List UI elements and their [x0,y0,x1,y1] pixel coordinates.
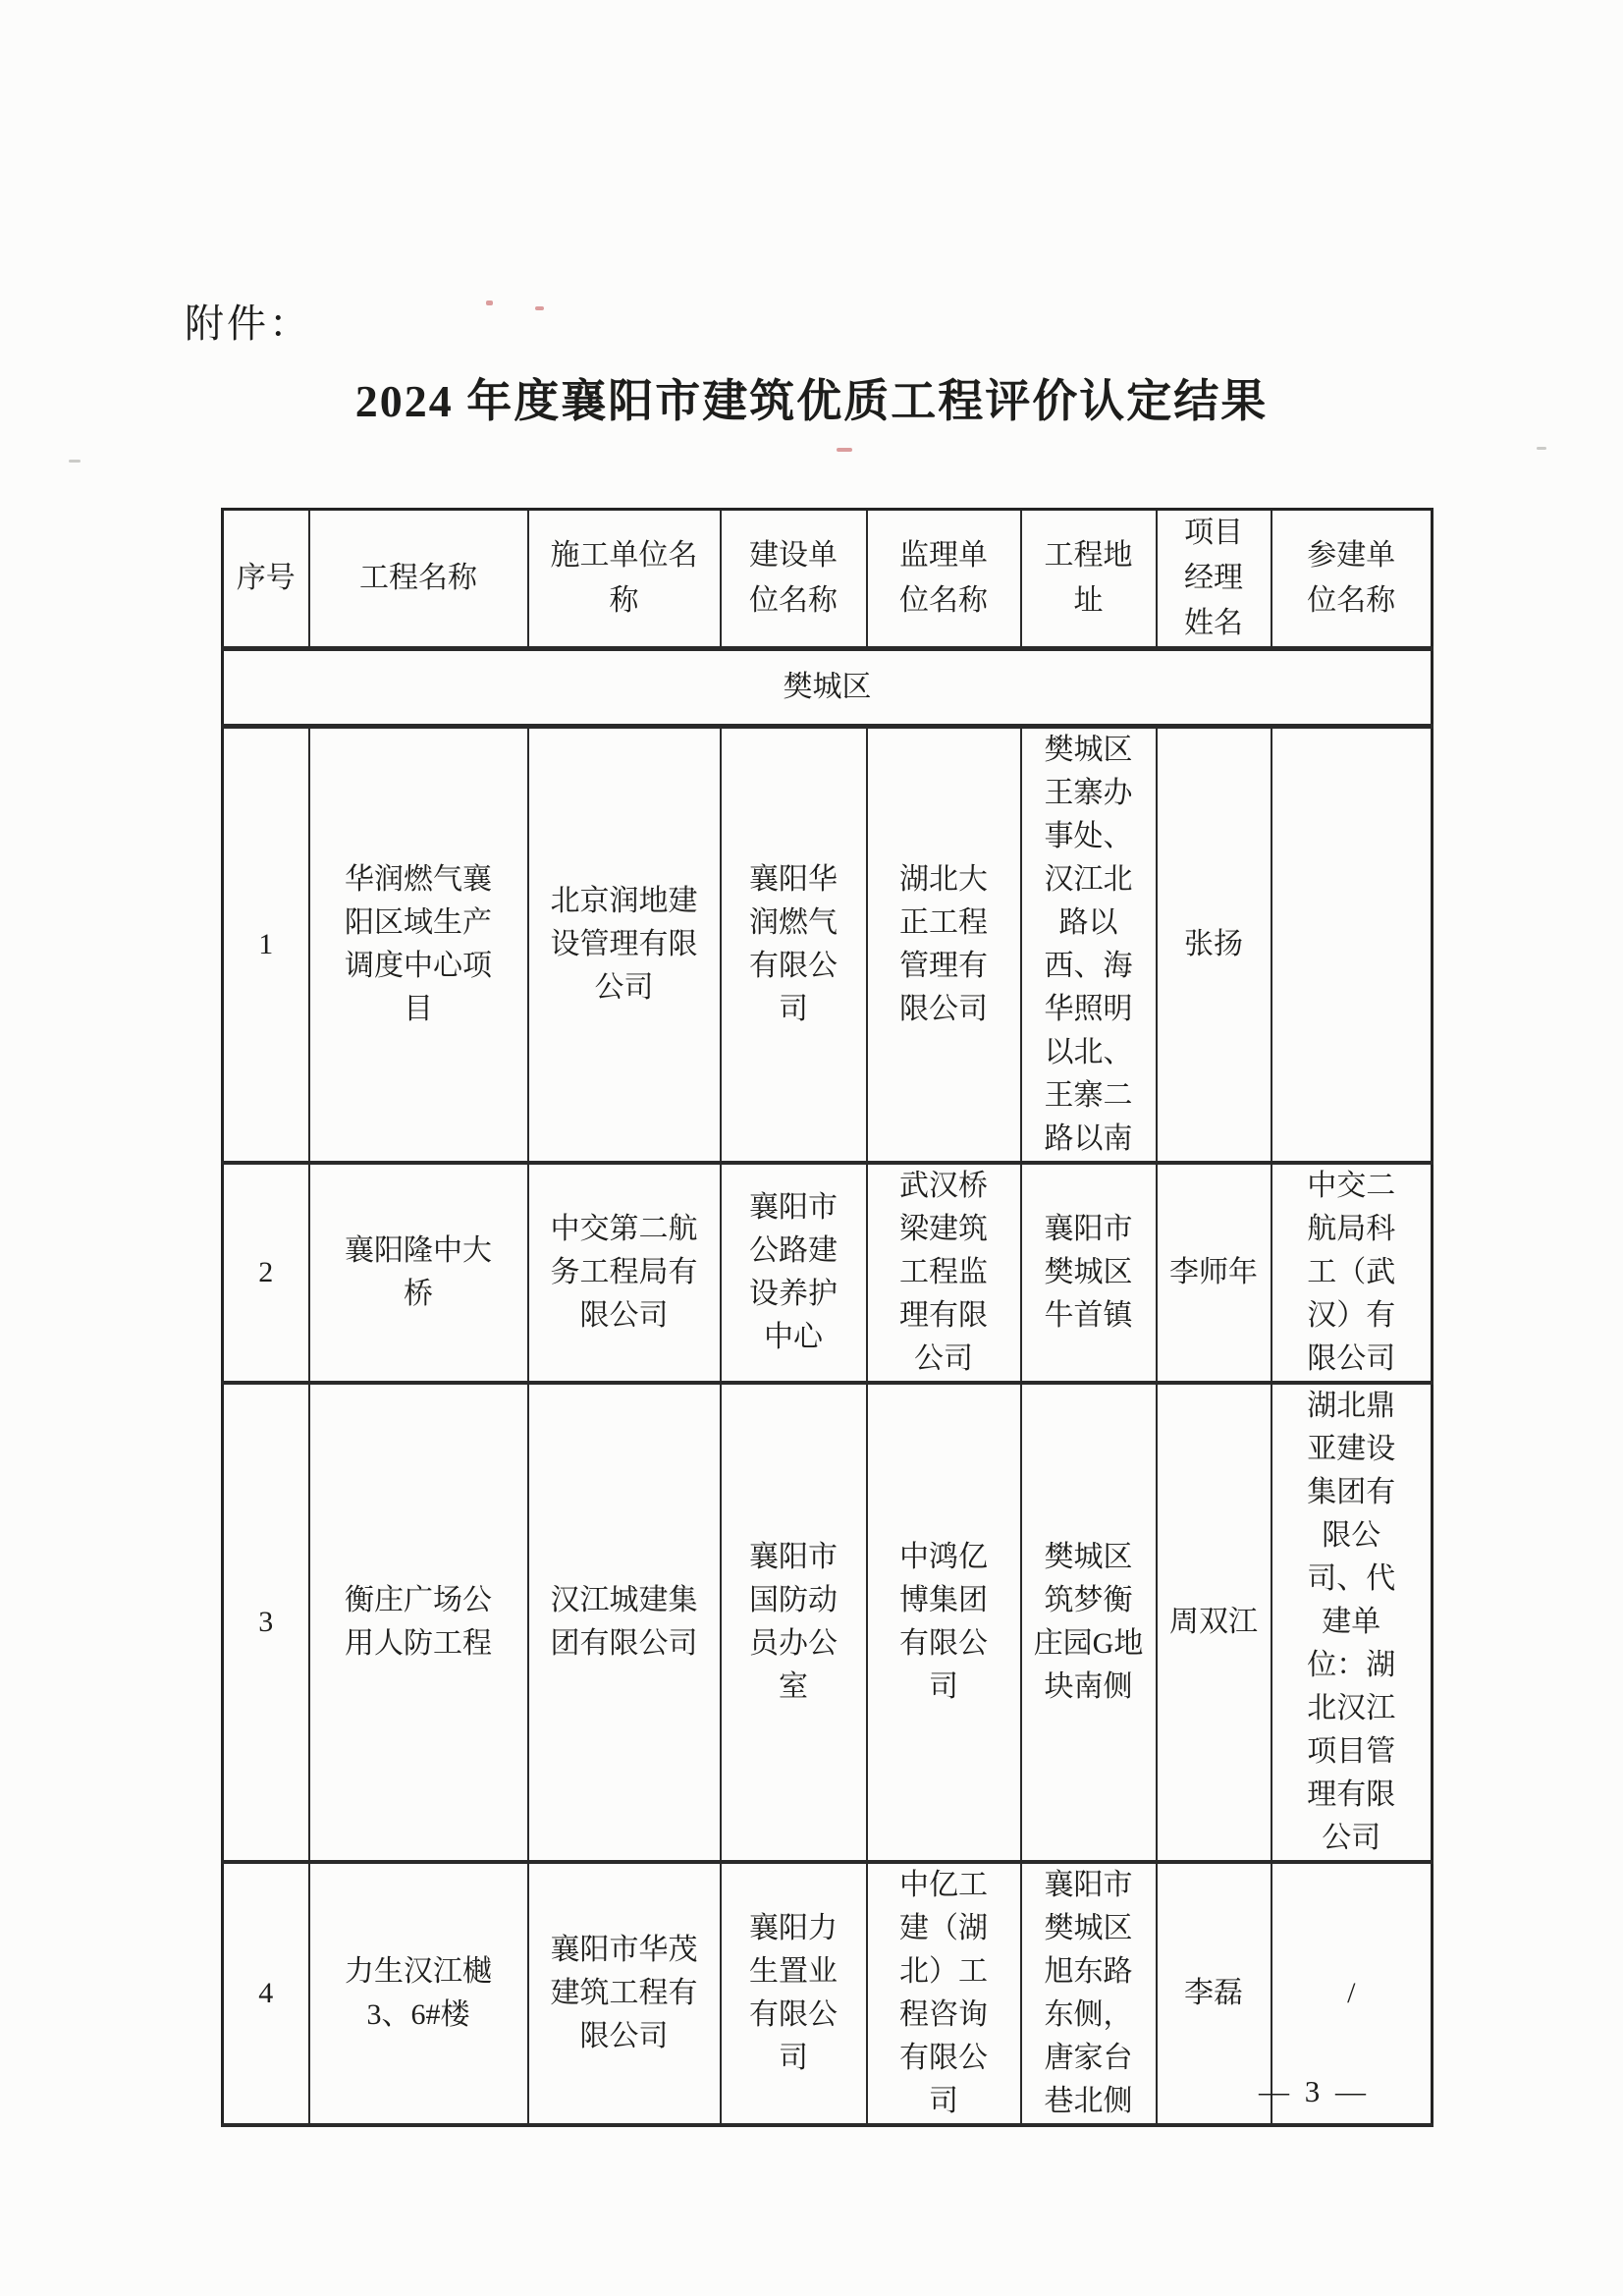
table-header-row [223,510,1433,649]
cell-project-address: 襄阳市樊城区旭东路东侧，唐家台巷北侧 [1021,1862,1157,2125]
table-row [223,1862,1433,2125]
cell-serial: 2 [223,1163,309,1383]
scan-artifact [69,460,81,463]
cell-construction-unit: 襄阳市华茂建筑工程有限公司 [528,1862,721,2125]
cell-project-manager: 李师年 [1157,1163,1271,1383]
cell-project-manager: 周双江 [1157,1383,1271,1862]
header-project-address: 工程地址 [1021,510,1157,649]
header-serial-number: 序号 [223,510,309,649]
header-development-unit: 建设单位名称 [721,510,867,649]
cell-serial: 4 [223,1862,309,2125]
cell-project-manager: 李磊 [1157,1862,1271,2125]
cell-development-unit: 襄阳力生置业有限公司 [721,1862,867,2125]
cell-participating-unit: 中交二航局科工（武汉）有限公司 [1271,1163,1433,1383]
page-number: — 3 — [1259,2074,1370,2108]
table-row [223,1163,1433,1383]
header-participating-unit: 参建单位名称 [1271,510,1433,649]
cell-project-address: 樊城区王寨办事处、汉江北路以西、海华照明以北、王寨二路以南 [1021,727,1157,1164]
cell-supervision-unit: 武汉桥梁建筑工程监理有限公司 [867,1163,1021,1383]
table-row [223,1383,1433,1862]
cell-project-manager: 张扬 [1157,727,1271,1164]
results-table [221,508,1434,2127]
cell-participating-unit: 湖北鼎亚建设集团有限公司、代建单位：湖北汉江项目管理有限公司 [1271,1383,1433,1862]
scan-artifact [837,448,852,452]
attachment-label: 附件： [185,301,311,346]
cell-construction-unit: 中交第二航务工程局有限公司 [528,1163,721,1383]
scan-artifact [1537,447,1546,450]
cell-development-unit: 襄阳市公路建设养护中心 [721,1163,867,1383]
header-project-manager: 项目经理姓名 [1157,510,1271,649]
cell-supervision-unit: 中亿工建（湖北）工程咨询有限公司 [867,1862,1021,2125]
cell-project-address: 襄阳市樊城区牛首镇 [1021,1163,1157,1383]
cell-construction-unit: 北京润地建设管理有限公司 [528,727,721,1164]
header-supervision-unit: 监理单位名称 [867,510,1021,649]
cell-serial: 1 [223,727,309,1164]
cell-project-name: 力生汉江樾3、6#楼 [309,1862,528,2125]
cell-project-name: 衡庄广场公用人防工程 [309,1383,528,1862]
cell-development-unit: 襄阳华润燃气有限公司 [721,727,867,1164]
section-label: 樊城区 [223,649,1433,727]
cell-participating-unit [1271,727,1433,1164]
cell-supervision-unit: 中鸿亿博集团有限公司 [867,1383,1021,1862]
scan-artifact [535,306,544,310]
header-construction-unit: 施工单位名称 [528,510,721,649]
cell-supervision-unit: 湖北大正工程管理有限公司 [867,727,1021,1164]
cell-serial: 3 [223,1383,309,1862]
scan-artifact [486,301,493,305]
section-row [223,649,1433,727]
cell-project-address: 樊城区筑梦衡庄园G地块南侧 [1021,1383,1157,1862]
header-project-name: 工程名称 [309,510,528,649]
cell-participating-unit: / [1271,1862,1433,2125]
cell-development-unit: 襄阳市国防动员办公室 [721,1383,867,1862]
table-row [223,727,1433,1164]
cell-project-name: 襄阳隆中大桥 [309,1163,528,1383]
cell-project-name: 华润燃气襄阳区域生产调度中心项目 [309,727,528,1164]
cell-construction-unit: 汉江城建集团有限公司 [528,1383,721,1862]
page-title: 2024 年度襄阳市建筑优质工程评价认定结果 [354,376,1269,426]
